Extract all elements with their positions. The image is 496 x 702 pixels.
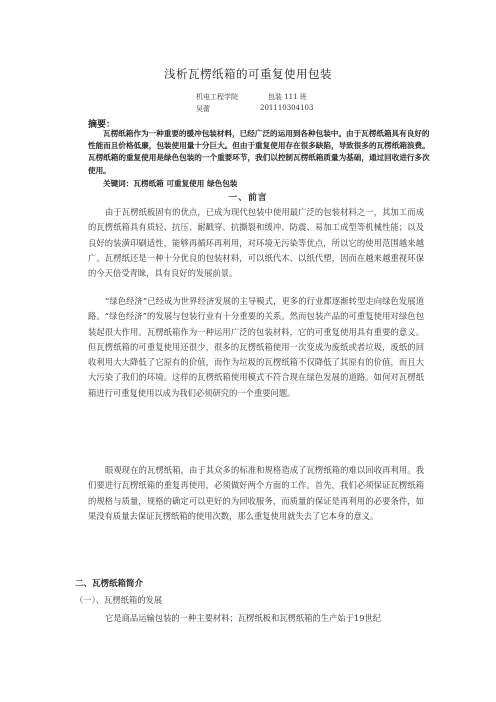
author-class: 包装 111 班 xyxy=(268,93,307,101)
author-institute: 机电工程学院 xyxy=(196,93,238,101)
abstract-heading: 摘要： xyxy=(88,120,116,130)
student-id: 201110304103 xyxy=(260,104,314,112)
section-heading-intro: 一、前言 xyxy=(228,193,268,203)
intro-paragraph-2: “绿色经济”已经成为世界经济发展的主导模式，更多的行业都逐渐转型走向绿色发展道路。“绿色经济”的发展与包装行业有十分重要的关系。然而包装产品的可重复使用对绿色包装起很大作用。瓦楞纸箱作为一种运用广泛的包装材料，它的可重复使用具有重要的意义。但瓦楞纸箱的可重复使用还很少，很多的瓦楞纸箱使用一次变成为废纸或者垃圾，废纸的回收利用大大降低了它原有的价值，而作为垃圾的瓦楞纸箱不仅降低了其原有的价值，而且大大污染了我们的环境。这样的瓦楞纸箱使用模式不符合现在绿色发展的道路。如何对瓦楞纸箱进行可重复使用以成为我们必须研究的一个重要问题。 xyxy=(88,296,424,398)
author-name: 吴蕾 xyxy=(196,105,210,113)
abstract-text: 瓦楞纸箱作为一种重要的缓冲包装材料，已经广泛的运用到各种包装中。由于瓦楞纸箱具有良好的性能而且价格低廉，包装使用量十分巨大。但由于重复使用存在很多缺陷，导致很多的瓦楞纸箱浪费。瓦楞纸箱的重复使用是绿色包装的一个重要环节，我们以控制瓦楞纸箱质量为基础，通过回收进行多次使用。 xyxy=(88,129,430,175)
section-heading-overview: 二、瓦楞纸箱简介 xyxy=(75,579,144,589)
development-paragraph: 它是商品运输包装的一种主要材料；瓦楞纸板和瓦楞纸箱的生产始于19世纪 xyxy=(105,613,382,623)
intro-paragraph-1: 由于瓦楞纸板固有的优点，已成为现代包装中使用最广泛的包装材料之一，其加工而成的瓦楞纸箱具有质轻、抗压、耐戳穿、抗撕裂和缓冲、防震、易加工成型等机械性能；以及良好的装潢印刷适性，能够再循环再利用，对环境无污染等优点，所以它的使用范围越来越广。瓦楞纸还是一种十分优良的包装材料，可以纸代木、以纸代塑，因而在越来越重视环保的今天倍受青睐，具有良好的发展前景。 xyxy=(88,207,424,279)
subsection-heading-development: （一）、瓦楞纸箱的发展 xyxy=(75,595,163,605)
keywords: 关键词：瓦楞纸箱 可重复使用 绿色包装 xyxy=(103,179,238,188)
intro-paragraph-3: 眼观现在的瓦楞纸箱，由于其众多的标准和规格造成了瓦楞纸箱的难以回收再利用。我们要进行瓦楞纸箱的重复再使用，必须做好两个方面的工作。首先，我们必须保证瓦楞纸箱的规格与质量，规格的确定可以更好的为回收服务，而质量的保证是再利用的必要条件，如果没有质量去保证瓦楞纸箱的使用次数，那么重复使用就失去了它本身的意义。 xyxy=(88,465,424,521)
document-title: 浅析瓦楞纸箱的可重复使用包装 xyxy=(164,67,332,81)
